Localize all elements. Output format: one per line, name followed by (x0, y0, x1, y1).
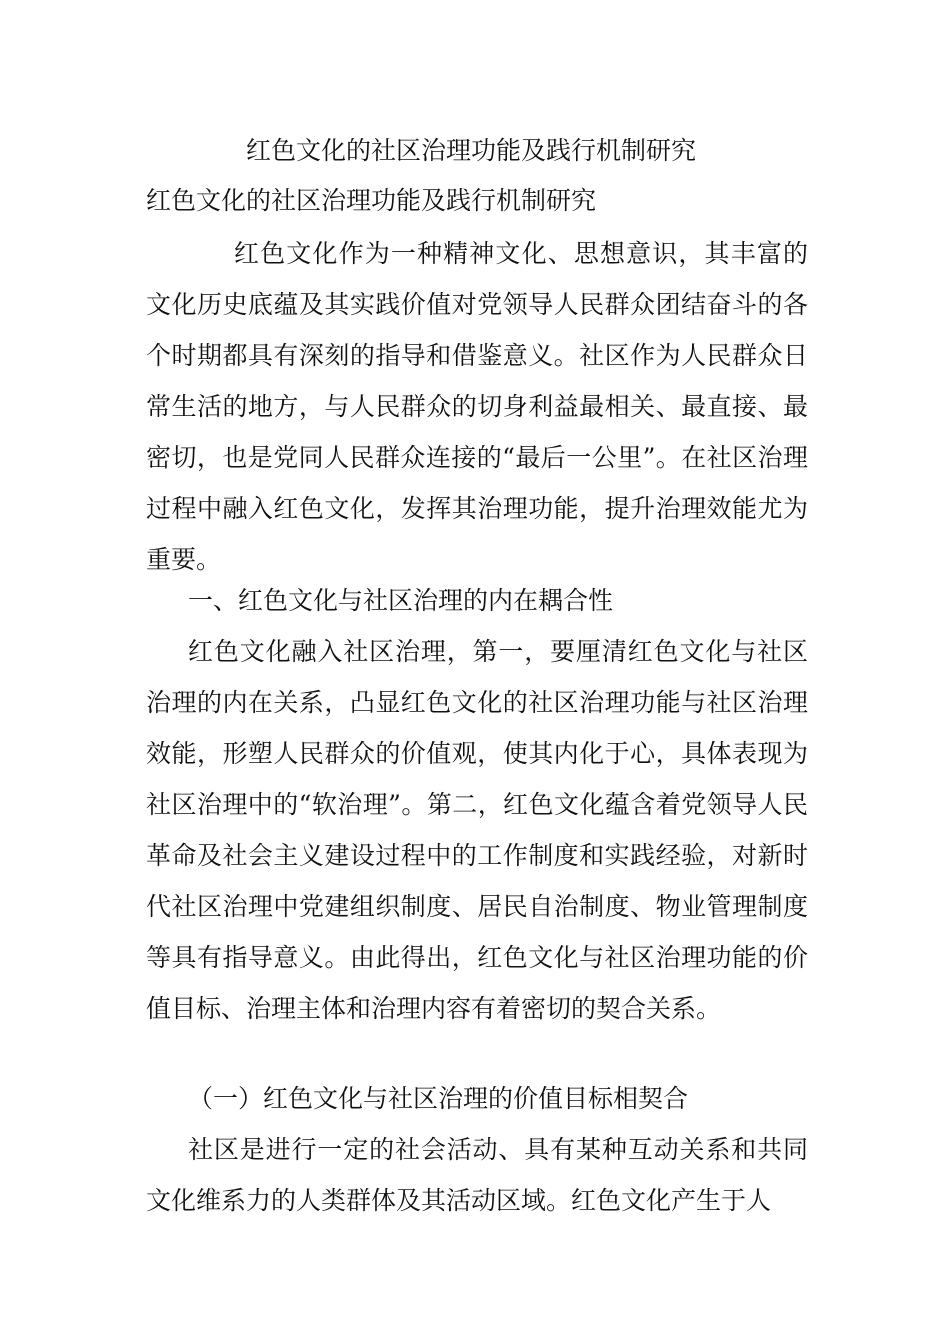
document-subtitle: 红色文化的社区治理功能及践行机制研究 (146, 186, 597, 215)
intro-paragraph: 红色文化作为一种精神文化、思想意识，其丰富的文化历史底蕴及其实践价值对党领导人民群众团结奋斗的各个时期都具有深刻的指导和借鉴意义。社区作为人民群众日常生活的地方，与人民群众的切身利益最相关、最直接、最密切，也是党同人民群众连接的“最后一公里”。在社区治理过程中融入红色文化，发挥其治理功能，提升治理效能尤为重要。 (146, 239, 808, 574)
section-heading: 一、红色文化与社区治理的内在耦合性 (188, 586, 614, 615)
document-title: 红色文化的社区治理功能及践行机制研究 (246, 136, 697, 165)
section-paragraph: 红色文化融入社区治理，第一，要厘清红色文化与社区治理的内在关系，凸显红色文化的社区治理功能与社区治理效能，形塑人民群众的价值观，使其内化于心，具体表现为社区治理中的“软治理”。第二，红色文化蕴含着党领导人民革命及社会主义建设过程中的工作制度和实践经验，对新时代社区治理中党建组织制度、居民自治制度、物业管理制度等具有指导意义。由此得出，红色文化与社区治理功能的价值目标、治理主体和治理内容有着密切的契合关系。 (146, 637, 808, 1023)
subsection-heading: （一）红色文化与社区治理的价值目标相契合 (188, 1084, 689, 1113)
subsection-paragraph: 社区是进行一定的社会活动、具有某种互动关系和共同文化维系力的人类群体及其活动区域。红色文化产生于人 (146, 1135, 808, 1215)
